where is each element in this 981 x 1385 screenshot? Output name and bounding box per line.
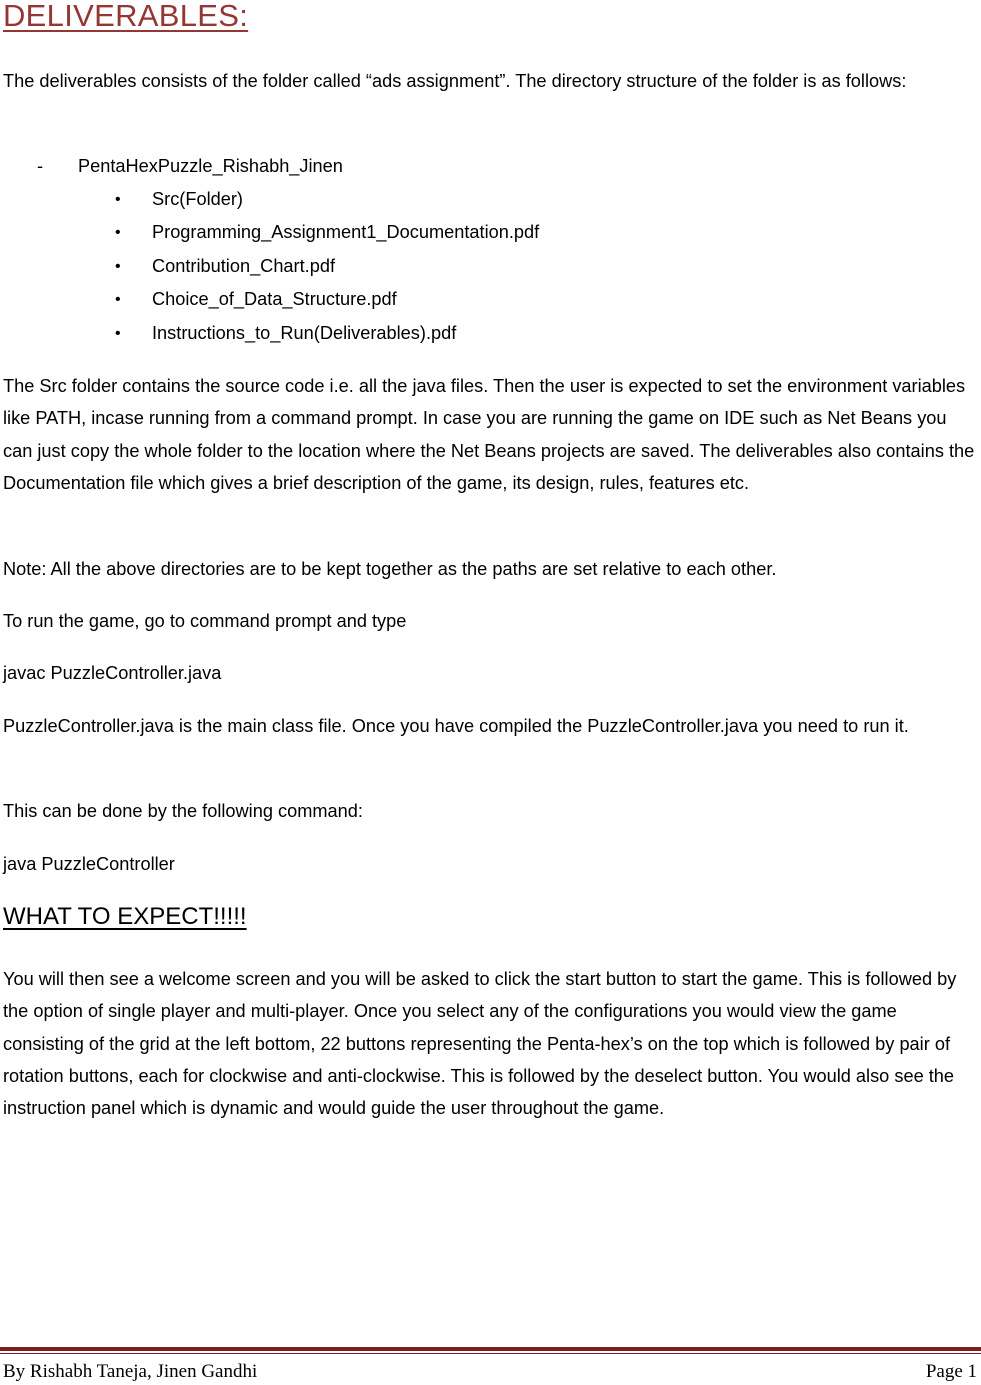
expect-paragraph: You will then see a welcome screen and you will be asked to click the start button to start the game. This is followed by the option of single player and multi-player. Once you select any of the configurations you would view the game consisting of the grid at the left bottom, 22 buttons representing the Penta-hex’s on the top which is followed by pair of rotation buttons, each for clockwise and anti-clockwise. This is followed by the deselect button. You would also see the instruction panel which is dynamic and would guide the user throughout the game. [3,969,957,1119]
bullet-icon: • [115,258,121,275]
run-intro-paragraph: To run the game, go to command prompt and type [3,611,407,631]
list-item-label: Choice_of_Data_Structure.pdf [152,289,397,309]
src-paragraph: The Src folder contains the source code i.e. all the java files. Then the user is expected to set the environment variables like PATH, incase running from a command prompt. In case you are running the game on IDE such as Net Beans you can just copy the whole folder to the location where the Net Beans projects are saved. The deliverables also contains the Documentation file which gives a brief description of the game, its design, rules, features etc. [3,376,975,493]
list-item-label: Contribution_Chart.pdf [152,256,335,276]
footer-authors: By Rishabh Taneja, Jinen Gandhi [3,1361,258,1382]
section-title-what-to-expect: WHAT TO EXPECT!!!!! [3,903,247,930]
compile-command: javac PuzzleController.java [3,663,222,683]
bullet-icon: • [115,191,121,208]
note-paragraph: Note: All the above directories are to be kept together as the paths are set relative to each other. [3,559,777,579]
dash-marker: - [37,156,44,176]
run-command-intro: This can be done by the following command: [3,801,363,821]
intro-paragraph: The deliverables consists of the folder called “ads assignment”. The directory structure of the folder is as follows: [3,71,907,91]
run-command: java PuzzleController [3,854,175,874]
list-item-label: Programming_Assignment1_Documentation.pdf [152,222,540,242]
bullet-icon: • [115,291,121,308]
bullet-icon: • [115,224,121,241]
tree-root-label: PentaHexPuzzle_Rishabh_Jinen [78,156,343,176]
main-class-paragraph: PuzzleController.java is the main class file. Once you have compiled the PuzzleController.java you need to run it. [3,716,909,736]
page-title: DELIVERABLES: [3,0,249,33]
footer-rule-thick [0,1347,981,1351]
list-item-label: Instructions_to_Run(Deliverables).pdf [152,323,457,343]
footer-rule-thin [0,1353,981,1354]
footer-page-number: Page 1 [925,1361,977,1382]
bullet-icon: • [115,325,121,342]
list-item-label: Src(Folder) [152,189,243,209]
